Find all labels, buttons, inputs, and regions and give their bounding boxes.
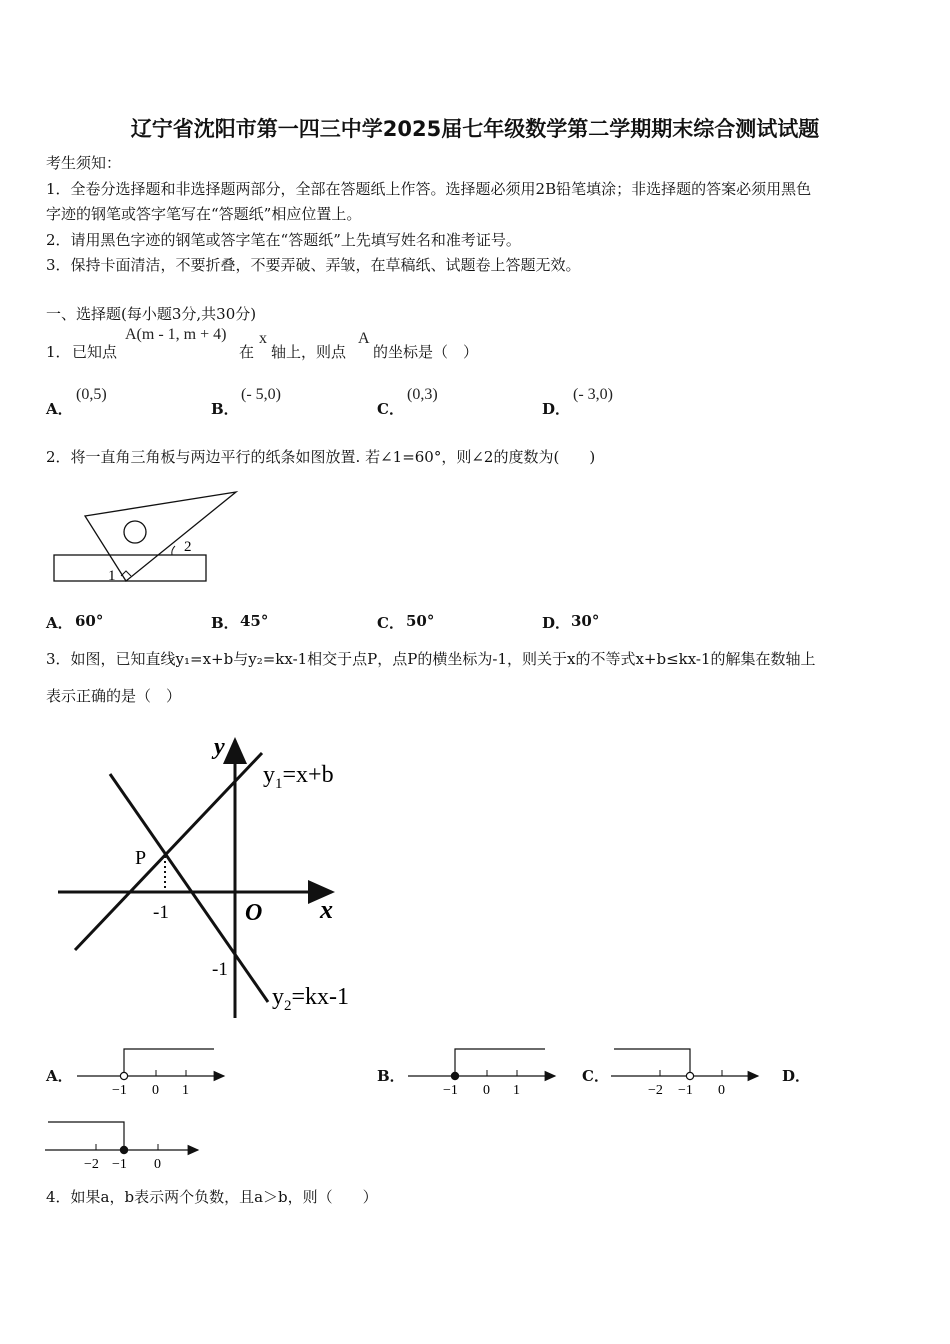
- q3-text-line-2: 表示正确的是（ ）: [46, 687, 182, 705]
- tick-label: −1: [443, 1083, 458, 1098]
- page-title: 辽宁省沈阳市第一四三中学2025届七年级数学第二学期期末综合测试试题: [130, 117, 820, 141]
- open-circle: [120, 1072, 127, 1079]
- q3-option-d-number-line[interactable]: [40, 1116, 210, 1174]
- q2-figure: [46, 484, 246, 590]
- tick-label: −1: [112, 1157, 127, 1172]
- line-y2-label: $y_2=kx-1$: [272, 984, 350, 1014]
- q3-option-a-label[interactable]: A．: [46, 1067, 73, 1085]
- q2-option-b-label[interactable]: B．: [211, 614, 239, 632]
- q1-option-d-value: (- 3,0): [573, 386, 613, 403]
- point-p-label: P: [135, 847, 147, 869]
- tick-label: −2: [84, 1157, 99, 1172]
- notice-item-2: 2．请用黑色字迹的钢笔或答字笔在“答题纸”上先填写姓名和准考证号。: [46, 231, 521, 249]
- q2-option-a-label[interactable]: A．: [46, 614, 73, 632]
- angle-2-label: 2: [184, 539, 192, 555]
- q1-point-a: A: [358, 330, 370, 347]
- q1-post: 轴上，则点: [271, 343, 347, 361]
- angle-2-arc: [172, 546, 175, 555]
- angle-1-label: 1: [108, 568, 116, 584]
- q1-option-a-value: (0,5): [76, 386, 107, 403]
- y-tick-minus-1: -1: [212, 959, 228, 980]
- q3-option-c-number-line[interactable]: [606, 1044, 766, 1100]
- line-y1-label: $y_1=x+b$: [263, 762, 334, 792]
- notice-item-1-line-2: 字迹的钢笔或答字笔写在“答题纸”相应位置上。: [46, 205, 362, 223]
- q3-option-b-label[interactable]: B．: [377, 1067, 405, 1085]
- y-axis-label: y: [214, 734, 225, 760]
- tick-label: −1: [112, 1083, 127, 1098]
- q2-option-c-value: 50°: [406, 612, 435, 630]
- q1-axis: x: [259, 330, 267, 347]
- q1-option-b-value: (- 5,0): [241, 386, 281, 403]
- q1-option-a-label[interactable]: A．: [46, 400, 73, 418]
- q3-text-line-1: 3．如图，已知直线y₁=x+b与y₂=kx-1相交于点P，点P的横坐标为-1，则关于x的不等式x+b≤kx-1的解集在数轴上: [46, 650, 816, 668]
- q2-option-d-value: 30°: [571, 612, 600, 630]
- notice-item-3: 3．保持卡面清洁，不要折叠，不要弄破、弄皱，在草稿纸、试题卷上答题无效。: [46, 256, 581, 274]
- open-circle: [686, 1072, 693, 1079]
- q1-point: A(m - 1, m + 4): [125, 326, 227, 343]
- q1-number: 1．: [46, 343, 71, 361]
- triangle-hole: [124, 521, 146, 543]
- tick-label: −2: [648, 1083, 663, 1098]
- tick-label: 0: [718, 1083, 725, 1098]
- q2-option-a-value: 60°: [75, 612, 104, 630]
- q1-option-b-label[interactable]: B．: [211, 400, 239, 418]
- x-tick-minus-1: -1: [153, 902, 169, 923]
- q2-option-d-label[interactable]: D．: [542, 614, 571, 632]
- q2-option-b-value: 45°: [240, 612, 269, 630]
- q3-option-a-number-line[interactable]: [72, 1044, 232, 1100]
- solid-dot: [120, 1146, 127, 1153]
- notice-item-1-line-1: 1．全卷分选择题和非选择题两部分，全部在答题纸上作答。选择题必须用2B铅笔填涂；非选择题的答案必须用黑色: [46, 180, 812, 198]
- q1-option-d-label[interactable]: D．: [542, 400, 571, 418]
- x-axis-label: x: [320, 895, 333, 924]
- section-heading: 一、选择题(每小题3分,共30分): [46, 305, 257, 323]
- q4-text: 4．如果a，b表示两个负数，且a＞b，则（ ）: [46, 1188, 378, 1206]
- tick-label: 1: [182, 1083, 189, 1098]
- tick-label: 0: [154, 1157, 161, 1172]
- q3-option-d-label[interactable]: D．: [782, 1067, 811, 1085]
- notice-heading: 考生须知：: [46, 154, 122, 172]
- tick-label: 0: [483, 1083, 490, 1098]
- q2-option-c-label[interactable]: C．: [377, 614, 404, 632]
- q1-end: 的坐标是（ ）: [373, 343, 479, 361]
- q1-option-c-value: (0,3): [407, 386, 438, 403]
- q3-option-b-number-line[interactable]: [403, 1044, 563, 1100]
- origin-label: O: [245, 900, 263, 926]
- tick-label: −1: [678, 1083, 693, 1098]
- q1-mid: 在: [239, 343, 255, 361]
- tick-label: 1: [513, 1083, 520, 1098]
- q1-pre: 已知点: [72, 343, 118, 361]
- solid-dot: [451, 1072, 458, 1079]
- tick-label: 0: [152, 1083, 159, 1098]
- q3-graph: [50, 728, 370, 1020]
- q2-text: 2．将一直角三角板与两边平行的纸条如图放置. 若∠1=60°，则∠2的度数为( ): [46, 448, 596, 466]
- q3-option-c-label[interactable]: C．: [582, 1067, 609, 1085]
- q1-option-c-label[interactable]: C．: [377, 400, 404, 418]
